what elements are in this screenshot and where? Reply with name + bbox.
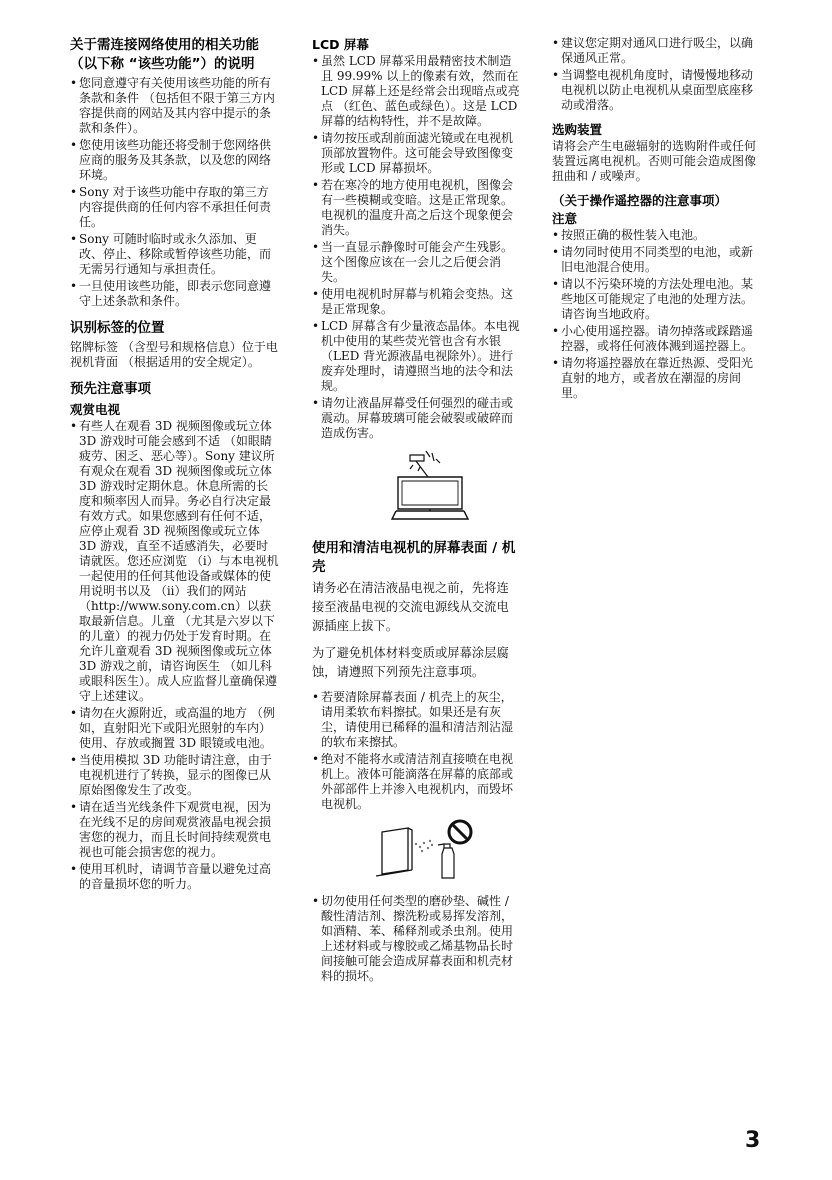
spray-bottle-icon: [438, 844, 454, 878]
tv-side-icon: [376, 828, 412, 876]
list-item: • 小心使用遥控器。请勿掉落或踩踏遥控器，或将任何液体溅到遥控器上。: [552, 324, 762, 354]
list-item: • 有些人在观看 3D 视频图像或玩立体 3D 游戏时可能会感到不适 （如眼睛疲劳、困乏、恶心等）。Sony 建议所有观众在观看 3D 视频图像或玩立体 3D 游戏时定期休息。休息所需的长度和频率因人而异。务必自行决定最有效方式。如果您感到有任何不适，应停止观看 3D 视频图像或玩立体 3D 游戏，直至不适感消失，必要时请就医。您还应浏览 （i）与本电视机一起使用的任何其他设备或媒体的使用说明书以及 （ii）我们的网站 （http://www.sony.com.cn）以获取最新信息。儿童 （尤其是六岁以下的儿童）的视力仍处于发育时期。在允许儿童观看 3D 视频图像或玩立体 3D 游戏之前，请咨询医生 （如儿科或眼科医生）。成人应监督儿童确保遵守上述建议。: [70, 419, 280, 704]
list-item: • 您同意遵守有关使用该些功能的所有条款和条件 （包括但不限于第三方内容提供商的网站及其内容中提示的条款和条件）。: [70, 76, 280, 136]
list-item: • 请勿按压或刮前面滤光镜或在电视机顶部放置物件。这可能会导致图像变形或 LCD 屏幕损坏。: [312, 131, 520, 176]
label-text: 铭牌标签 （含型号和规格信息）位于电视机背面 （根据适用的安全规定）。: [70, 340, 278, 369]
viewing-heading: 观赏电视: [70, 402, 121, 417]
cleaning-list: [312, 690, 520, 812]
tv-impact-illustration: [312, 447, 520, 529]
list-item: • 建议您定期对通风口进行吸尘，以确保通风正常。: [552, 36, 762, 66]
list-item: • 您使用该些功能还将受制于您网络供应商的服务及其条款，以及您的网络环境。: [70, 138, 280, 183]
list-item: • 若在寒冷的地方使用电视机，图像会有一些模糊或变暗。这是正常现象。电视机的温度升高之后这个现象便会消失。: [312, 178, 520, 238]
cleaning-paragraph-2: 为了避免机体材料变质或屏幕涂层腐蚀，请遵照下列预先注意事项。: [312, 646, 509, 679]
list-item: • 当使用模拟 3D 功能时请注意，由于电视机进行了转换，显示的图像已从原始图像发生了改变。: [70, 753, 280, 798]
list-item: • 请勿将遥控器放在靠近热源、受阳光直射的地方，或者放在潮湿的房间里。: [552, 356, 762, 401]
list-item: • Sony 对于该些功能中存取的第三方内容提供商的任何内容不承担任何责任。: [70, 185, 280, 230]
notes-heading: 注意: [552, 211, 578, 226]
cleaning-paragraph-1: 请务必在清洁液晶电视之前，先将连接至液晶电视的交流电源线从交流电源插座上拔下。: [312, 581, 509, 633]
no-spray-illustration: [312, 818, 520, 884]
cleaning-list-2: [312, 894, 520, 984]
page-number: 3: [745, 1128, 761, 1153]
precautions-heading: 预先注意事项: [70, 381, 151, 397]
remote-heading: （关于操作遥控器的注意事项）: [552, 193, 728, 208]
list-item: • 当调整电视机角度时，请慢慢地移动电视机以防止电视机从桌面型底座移动或滑落。: [552, 68, 762, 113]
list-item: • 使用耳机时，请调节音量以避免过高的音量损坏您的听力。: [70, 862, 280, 892]
list-item: • 虽然 LCD 屏幕采用最精密技术制造且 99.99% 以上的像素有效，然而在 LCD 屏幕上还是经常会出现暗点或亮点 （红色、蓝色或绿色）。这是 LCD 屏幕的结构特性，并不是故障。: [312, 54, 520, 129]
list-item: • 请以不污染环境的方法处理电池。某些地区可能规定了电池的处理方法。请咨询当地政府。: [552, 277, 762, 322]
cleaning-heading: 使用和清洁电视机的屏幕表面 / 机壳: [312, 540, 516, 575]
list-item: • 一旦使用该些功能，即表示您同意遵守上述条款和条件。: [70, 279, 280, 309]
list-item: • 请勿在火源附近，或高温的地方 （例如，直射阳光下或阳光照射的车内）使用、存放或搁置 3D 眼镜或电池。: [70, 706, 280, 751]
list-item: • 请勿同时使用不同类型的电池，或新旧电池混合使用。: [552, 245, 762, 275]
list-item: • 使用电视机时屏幕与机箱会变热。这是正常现象。: [312, 287, 520, 317]
network-heading: 关于需连接网络使用的相关功能 （以下称 “该些功能”）的说明: [70, 37, 259, 72]
column-left: [70, 36, 280, 894]
list-item: • LCD 屏幕含有少量液态晶体。本电视机中使用的某些荧光管也含有水银 （LED 背光源液晶电视除外）。进行废弃处理时，请遵照当地的法令和法规。: [312, 319, 520, 394]
spray-mist: [415, 840, 433, 852]
list-item: • 当一直显示静像时可能会产生残影。这个图像应该在一会儿之后便会消失。: [312, 240, 520, 285]
hammer-icon: [410, 451, 440, 477]
lcd-list: [312, 54, 520, 441]
optional-text: 请将会产生电磁辐射的选购附件或任何装置远离电视机。否则可能会造成图像扭曲和 / 或噪声。: [552, 139, 757, 183]
column-right: [552, 36, 762, 403]
lcd-heading: LCD 屏幕: [312, 37, 369, 52]
label-heading: 识别标签的位置: [70, 320, 165, 336]
list-item: • 按照正确的极性装入电池。: [552, 228, 762, 243]
prohibited-icon: [449, 821, 471, 843]
column-middle: [312, 36, 520, 986]
optional-heading: 选购装置: [552, 122, 603, 137]
list-item: • 切勿使用任何类型的磨砂垫、碱性 / 酸性清洁剂、擦洗粉或易挥发溶剂，如酒精、苯、稀释剂或杀虫剂。使用上述材料或与橡胶或乙烯基物品长时间接触可能会造成屏幕表面和机壳材料的损坏。: [312, 894, 520, 984]
list-item: • 绝对不能将水或清洁剂直接喷在电视机上。液体可能滴落在屏幕的底部或外部部件上并渗入电视机内，而毁坏电视机。: [312, 752, 520, 812]
viewing-list: [70, 419, 280, 892]
list-item: • 请在适当光线条件下观赏电视，因为在光线不足的房间观赏液晶电视会损害您的视力，而且长时间持续观赏电视也可能会损害您的视力。: [70, 800, 280, 860]
list-item: • Sony 可随时临时或永久添加、更改、停止、移除或暂停该些功能，而无需另行通知与承担责任。: [70, 232, 280, 277]
remote-list: [552, 228, 762, 401]
network-list: [70, 76, 280, 309]
vent-list: [552, 36, 762, 113]
list-item: • 若要清除屏幕表面 / 机壳上的灰尘，请用柔软布料擦拭。如果还是有灰尘，请使用已稀释的温和清洁剂沾湿的软布来擦拭。: [312, 690, 520, 750]
tv-icon: [392, 477, 468, 519]
list-item: • 请勿让液晶屏幕受任何强烈的碰击或震动。屏幕玻璃可能会破裂或破碎而造成伤害。: [312, 396, 520, 441]
